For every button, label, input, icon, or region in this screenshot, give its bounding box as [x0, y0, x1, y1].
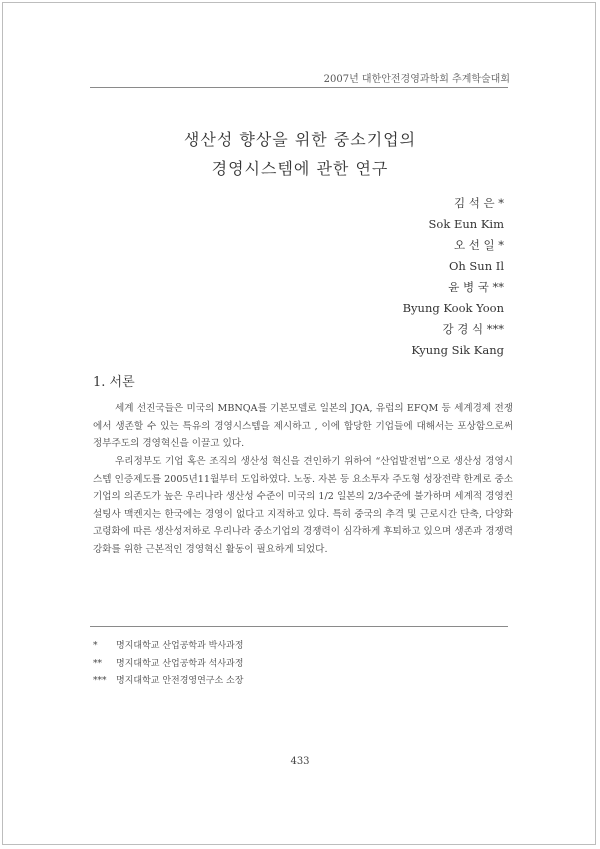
- body-paragraph: 세계 선진국들은 미국의 MBNQA를 기본모델로 일본의 JQA, 유럽의 EFQM 등 세계경제 전쟁에서 생존할 수 있는 특유의 경영시스템을 제시하고 , 이에 합당한 기업들에 대해서는 포상함으로써 정부주도의 경영혁신을 이끌고 있다.: [93, 403, 513, 449]
- footnote-text: 명지대학교 산업공학과 석사과정: [116, 658, 244, 669]
- footnote-text: 명지대학교 산업공학과 박사과정: [116, 641, 244, 651]
- footnote-rule: [90, 626, 508, 627]
- page-number: 433: [290, 756, 310, 767]
- author-name-english: Sok Eun Kim: [428, 217, 504, 231]
- footnote-item: [93, 673, 243, 691]
- author-block: [403, 193, 504, 361]
- footnotes: [93, 638, 243, 691]
- paper-title-line-2: 경영시스템에 관한 연구: [211, 159, 389, 178]
- header-rule: [90, 87, 508, 88]
- paper-title-line-1: 생산성 향상을 위한 중소기업의: [183, 130, 417, 149]
- author-name-korean: 김 석 은 *: [453, 196, 504, 210]
- author-name-korean: 강 경 식 ***: [442, 322, 504, 336]
- author-name-english: Oh Sun Il: [448, 259, 504, 273]
- author-name-korean: 윤 병 국 **: [448, 280, 504, 294]
- author-name-english: Kyung Sik Kang: [411, 343, 504, 357]
- footnote-text: 명지대학교 안전경영연구소 소장: [116, 676, 244, 686]
- footnote-item: [93, 656, 243, 674]
- footnote-mark: ***: [93, 676, 107, 686]
- footnote-mark: **: [93, 658, 102, 669]
- footnote-mark: *: [93, 641, 98, 651]
- footnote-item: [93, 638, 243, 656]
- running-header: 2007년 대한안전경영과학회 추계학술대회: [323, 74, 510, 85]
- section-heading: 1. 서론: [93, 375, 135, 390]
- author-name-english: Byung Kook Yoon: [402, 301, 504, 315]
- author-name-korean: 오 선 일 *: [453, 238, 504, 252]
- body-paragraph: 우리정부도 기업 혹은 조직의 생산성 혁신을 견인하기 위하여 “산업발전법”으로 생산성 경영시스템 인증제도를 2005년11월부터 도입하였다. 노동. 자본 등 요소투자 주도형 성장전략 한계로 중소기업의 의존도가 높은 우리나라 생산성 수준이 미국의 1/2 일본의 2/3수준에 불가하며 세계적 경영컨설팅사 맥켄지는 한국에는 경영이 없다고 지적하고 있다. 특히 중국의 추격 및 근로시간 단축, 다양화 고령화에 따른 생산성저하로 우리나라 중소기업의 경쟁력이 심각하게 후퇴하고 있으며 생존과 경쟁력 강화를 위한 근본적인 경영혁신 활동이 필요하게 되었다.: [93, 456, 513, 555]
